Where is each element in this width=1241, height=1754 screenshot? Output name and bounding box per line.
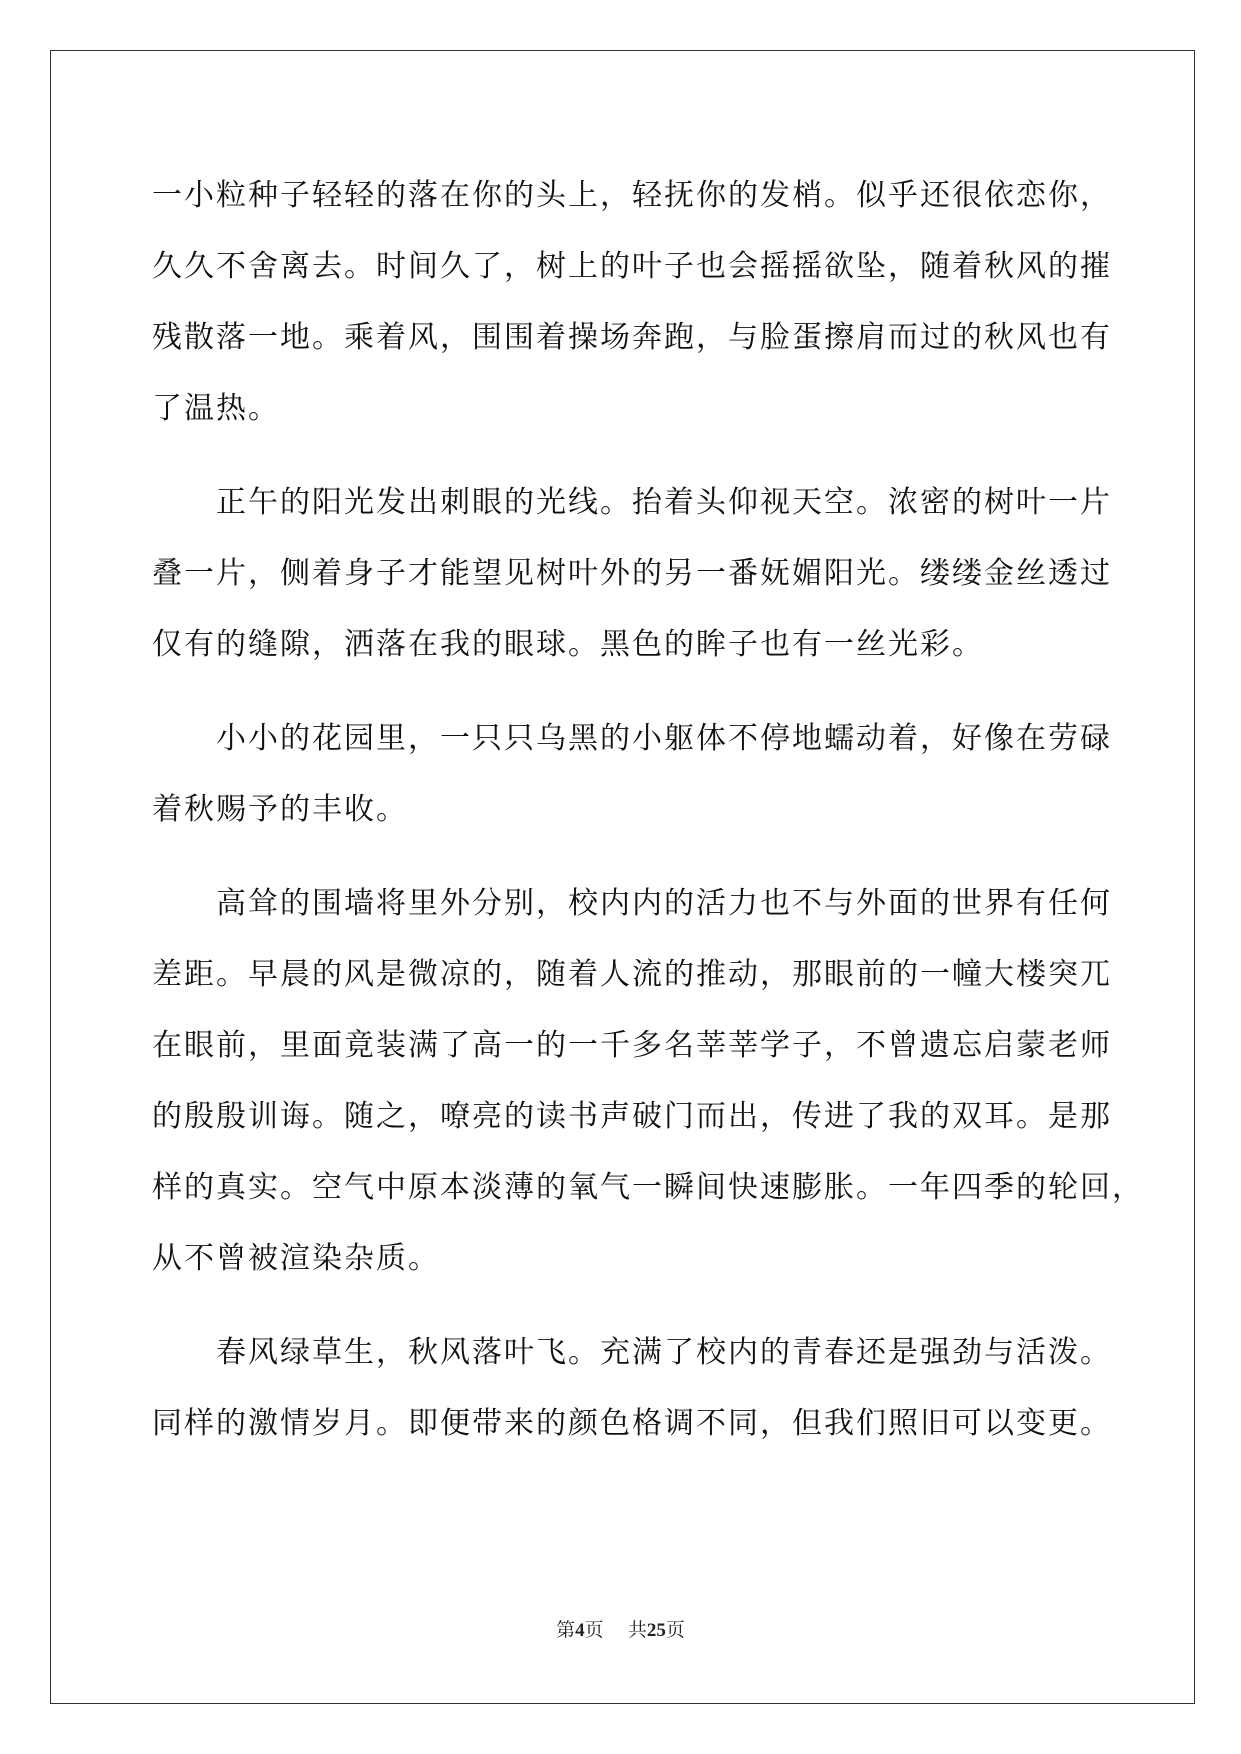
paragraph [152, 703, 1112, 845]
text-line: 着秋赐予的丰收。 [152, 792, 408, 827]
footer-total-pages: 25 [646, 1620, 666, 1641]
text-line: 正午的阳光发出刺眼的光线。抬着头仰视天空。浓密的树叶一片 [216, 485, 1112, 520]
paragraph-gap [152, 845, 1092, 868]
text-line: 了温热。 [152, 391, 280, 426]
text-line: 仅有的缝隙，洒落在我的眼球。黑色的眸子也有一丝光彩。 [152, 627, 984, 662]
footer-total-prefix: 共 [627, 1619, 647, 1641]
footer-prefix: 第 [556, 1619, 576, 1641]
paragraph [152, 1317, 1112, 1459]
document-body [152, 160, 1144, 1459]
text-line: 在眼前，里面竟装满了高一的一千多名莘莘学子，不曾遗忘启蒙老师 [152, 1028, 1112, 1063]
footer-page-suffix: 页 [584, 1619, 604, 1641]
footer-total-suffix: 页 [665, 1619, 685, 1641]
text-line: 一小粒种子轻轻的落在你的头上，轻抚你的发梢。似乎还很依恋你， [152, 178, 1112, 213]
text-line: 残散落一地。乘着风，围围着操场奔跑，与脸蛋擦肩而过的秋风也有 [152, 320, 1112, 355]
paragraph-gap [152, 444, 1092, 467]
text-line: 春风绿草生，秋风落叶飞。充满了校内的青春还是强劲与活泼。 [216, 1335, 1112, 1370]
text-line: 差距。早晨的风是微凉的，随着人流的推动，那眼前的一幢大楼突兀 [152, 957, 1112, 992]
paragraph [152, 160, 1112, 444]
text-line: 同样的激情岁月。即便带来的颜色格调不同，但我们照旧可以变更。 [152, 1406, 1112, 1441]
text-line: 小小的花园里，一只只乌黑的小躯体不停地蠕动着，好像在劳碌 [216, 721, 1112, 756]
text-line: 从不曾被渲染杂质。 [152, 1241, 440, 1276]
paragraph [152, 868, 1144, 1294]
text-line: 高耸的围墙将里外分别，校内内的活力也不与外面的世界有任何 [216, 886, 1112, 921]
paragraph-gap [152, 1294, 1092, 1317]
paragraph [152, 467, 1112, 680]
footer-page-number: 4 [575, 1620, 585, 1641]
text-line: 久久不舍离去。时间久了，树上的叶子也会摇摇欲坠，随着秋风的摧 [152, 249, 1112, 284]
text-line: 样的真实。空气中原本淡薄的氧气一瞬间快速膨胀。一年四季的轮回， [152, 1170, 1144, 1205]
text-line: 的殷殷训诲。随之，嘹亮的读书声破门而出，传进了我的双耳。是那 [152, 1099, 1112, 1134]
text-line: 叠一片，侧着身子才能望见树叶外的另一番妩媚阳光。缕缕金丝透过 [152, 556, 1112, 591]
paragraph-gap [152, 680, 1092, 703]
page-footer [0, 1618, 1241, 1643]
